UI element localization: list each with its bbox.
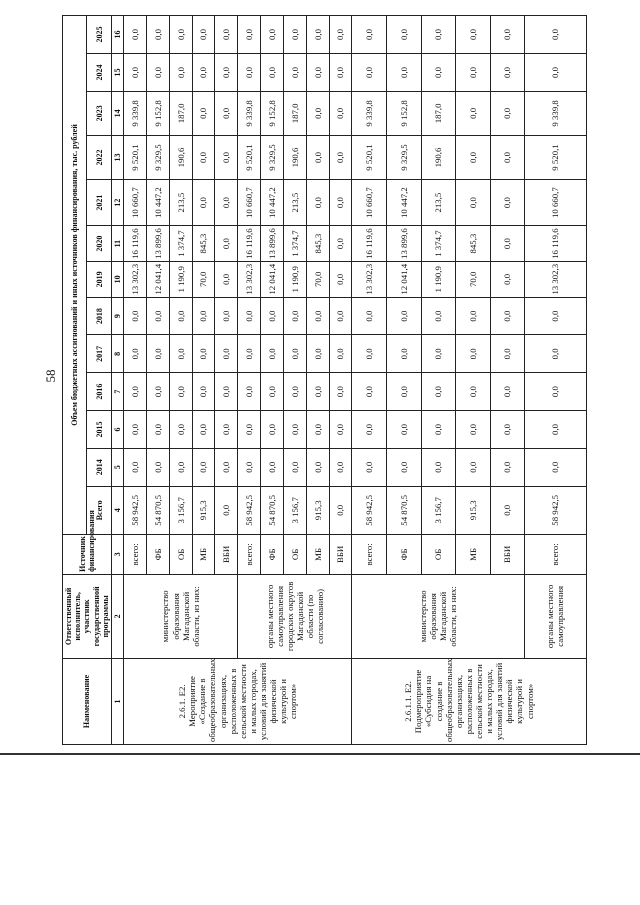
value-cell: 1 374,7 bbox=[421, 226, 456, 262]
value-cell: 0,0 bbox=[283, 54, 306, 92]
value-cell: 9 520,1 bbox=[238, 135, 261, 179]
header-col-index: 13 bbox=[111, 135, 123, 179]
header-col-index: 6 bbox=[111, 411, 123, 449]
value-cell: 16 119,6 bbox=[525, 226, 586, 262]
header-year: 2025 bbox=[87, 16, 111, 54]
funding-source: ОБ bbox=[169, 534, 192, 574]
header-row-top bbox=[63, 16, 87, 745]
value-cell: 0,0 bbox=[124, 335, 147, 373]
header-col-index: 14 bbox=[111, 91, 123, 135]
value-cell: 12 041,4 bbox=[261, 261, 284, 297]
value-cell: 0,0 bbox=[238, 297, 261, 335]
value-cell: 70,0 bbox=[306, 261, 329, 297]
value-cell: 58 942,5 bbox=[124, 486, 147, 534]
value-cell: 0,0 bbox=[169, 335, 192, 373]
funding-source: ОБ bbox=[421, 534, 456, 574]
value-cell: 0,0 bbox=[192, 448, 215, 486]
value-cell: 190,6 bbox=[283, 135, 306, 179]
value-cell: 0,0 bbox=[456, 16, 491, 54]
value-cell: 0,0 bbox=[386, 16, 421, 54]
activity-name: 2.6.1.1. Е2. Подмероприятие «Субсидия на создание в общеобразовательных организациях, расположенных в сельской местности и малых городах, условий для занятий физической культурой и спортом» bbox=[352, 658, 586, 744]
value-cell: 0,0 bbox=[238, 54, 261, 92]
value-cell: 0,0 bbox=[490, 486, 525, 534]
header-col-index: 12 bbox=[111, 180, 123, 226]
value-cell: 0,0 bbox=[238, 335, 261, 373]
value-cell: 0,0 bbox=[456, 448, 491, 486]
value-cell: 0,0 bbox=[169, 297, 192, 335]
value-cell: 0,0 bbox=[490, 261, 525, 297]
value-cell: 0,0 bbox=[215, 261, 238, 297]
value-cell: 0,0 bbox=[192, 180, 215, 226]
value-cell: 0,0 bbox=[146, 448, 169, 486]
value-cell: 0,0 bbox=[215, 448, 238, 486]
value-cell: 915,3 bbox=[306, 486, 329, 534]
header-year: 2024 bbox=[87, 54, 111, 92]
value-cell: 3 156,7 bbox=[169, 486, 192, 534]
header-col-index: 3 bbox=[111, 534, 123, 574]
value-cell: 0,0 bbox=[490, 91, 525, 135]
value-cell: 187,0 bbox=[421, 91, 456, 135]
value-cell: 0,0 bbox=[238, 373, 261, 411]
header-col-index: 15 bbox=[111, 54, 123, 92]
value-cell: 0,0 bbox=[490, 180, 525, 226]
value-cell: 0,0 bbox=[352, 335, 387, 373]
header-col-index: 1 bbox=[111, 658, 123, 744]
value-cell: 54 870,5 bbox=[386, 486, 421, 534]
header-col-index: 4 bbox=[111, 486, 123, 534]
value-cell: 9 339,8 bbox=[238, 91, 261, 135]
value-cell: 16 119,6 bbox=[238, 226, 261, 262]
value-cell: 0,0 bbox=[124, 411, 147, 449]
value-cell: 0,0 bbox=[386, 297, 421, 335]
value-cell: 3 156,7 bbox=[421, 486, 456, 534]
value-cell: 0,0 bbox=[456, 135, 491, 179]
header-col-index: 8 bbox=[111, 335, 123, 373]
header-col-index: 2 bbox=[111, 574, 123, 658]
table-row bbox=[238, 16, 261, 745]
header-budget: Объем бюджетных ассигнований и иных источников финансирования, тыс. рублей bbox=[63, 16, 87, 535]
funding-source: ВБИ bbox=[215, 534, 238, 574]
value-cell: 0,0 bbox=[306, 411, 329, 449]
value-cell: 13 302,3 bbox=[525, 261, 586, 297]
value-cell: 9 329,5 bbox=[386, 135, 421, 179]
value-cell: 0,0 bbox=[124, 297, 147, 335]
header-source: Источник финансирования bbox=[63, 534, 112, 574]
value-cell: 0,0 bbox=[421, 373, 456, 411]
value-cell: 0,0 bbox=[146, 54, 169, 92]
value-cell: 0,0 bbox=[238, 16, 261, 54]
value-cell: 0,0 bbox=[329, 261, 352, 297]
value-cell: 0,0 bbox=[421, 16, 456, 54]
value-cell: 0,0 bbox=[215, 226, 238, 262]
value-cell: 0,0 bbox=[490, 16, 525, 54]
value-cell: 0,0 bbox=[238, 411, 261, 449]
value-cell: 845,3 bbox=[306, 226, 329, 262]
value-cell: 0,0 bbox=[146, 16, 169, 54]
value-cell: 0,0 bbox=[306, 16, 329, 54]
activity-name: 2.6.1. Е2. Мероприятие «Создание в общеобразовательных организациях, расположенных в сельской местности и малых городах, условий для занятий физической культурой и спортом» bbox=[124, 658, 352, 744]
value-cell: 0,0 bbox=[261, 54, 284, 92]
value-cell: 0,0 bbox=[306, 297, 329, 335]
value-cell: 70,0 bbox=[192, 261, 215, 297]
value-cell: 16 119,6 bbox=[352, 226, 387, 262]
funding-source: ОБ bbox=[283, 534, 306, 574]
value-cell: 0,0 bbox=[352, 411, 387, 449]
value-cell: 9 152,8 bbox=[386, 91, 421, 135]
value-cell: 0,0 bbox=[490, 135, 525, 179]
value-cell: 0,0 bbox=[329, 135, 352, 179]
header-col-index: 16 bbox=[111, 16, 123, 54]
value-cell: 0,0 bbox=[306, 135, 329, 179]
value-cell: 0,0 bbox=[329, 411, 352, 449]
funding-source: всего: bbox=[352, 534, 387, 574]
value-cell: 58 942,5 bbox=[352, 486, 387, 534]
header-total: Всего bbox=[87, 486, 111, 534]
value-cell: 58 942,5 bbox=[238, 486, 261, 534]
page-rule bbox=[0, 753, 640, 755]
value-cell: 0,0 bbox=[352, 16, 387, 54]
executor-name: органы местного самоуправления bbox=[525, 574, 586, 658]
value-cell: 845,3 bbox=[192, 226, 215, 262]
value-cell: 54 870,5 bbox=[146, 486, 169, 534]
header-col-index: 5 bbox=[111, 448, 123, 486]
value-cell: 0,0 bbox=[215, 486, 238, 534]
value-cell: 0,0 bbox=[386, 411, 421, 449]
header-year: 2021 bbox=[87, 180, 111, 226]
value-cell: 0,0 bbox=[329, 226, 352, 262]
value-cell: 0,0 bbox=[329, 486, 352, 534]
value-cell: 0,0 bbox=[456, 373, 491, 411]
value-cell: 0,0 bbox=[329, 91, 352, 135]
value-cell: 12 041,4 bbox=[386, 261, 421, 297]
value-cell: 0,0 bbox=[329, 335, 352, 373]
value-cell: 0,0 bbox=[329, 297, 352, 335]
value-cell: 0,0 bbox=[192, 54, 215, 92]
value-cell: 0,0 bbox=[124, 448, 147, 486]
value-cell: 0,0 bbox=[192, 411, 215, 449]
value-cell: 0,0 bbox=[456, 91, 491, 135]
value-cell: 0,0 bbox=[283, 297, 306, 335]
value-cell: 0,0 bbox=[490, 297, 525, 335]
header-year: 2014 bbox=[87, 448, 111, 486]
value-cell: 0,0 bbox=[456, 411, 491, 449]
value-cell: 0,0 bbox=[306, 335, 329, 373]
value-cell: 3 156,7 bbox=[283, 486, 306, 534]
value-cell: 0,0 bbox=[124, 373, 147, 411]
value-cell: 0,0 bbox=[169, 411, 192, 449]
value-cell: 0,0 bbox=[283, 448, 306, 486]
value-cell: 0,0 bbox=[421, 335, 456, 373]
value-cell: 915,3 bbox=[456, 486, 491, 534]
value-cell: 0,0 bbox=[283, 373, 306, 411]
value-cell: 10 660,7 bbox=[352, 180, 387, 226]
executor-name: министерство образования Магаданской области, из них: bbox=[352, 574, 525, 658]
value-cell: 0,0 bbox=[421, 448, 456, 486]
value-cell: 0,0 bbox=[146, 335, 169, 373]
funding-source: ФБ bbox=[261, 534, 284, 574]
value-cell: 9 329,5 bbox=[146, 135, 169, 179]
value-cell: 0,0 bbox=[306, 180, 329, 226]
value-cell: 13 899,6 bbox=[386, 226, 421, 262]
value-cell: 0,0 bbox=[261, 373, 284, 411]
header-index-row bbox=[111, 16, 123, 745]
value-cell: 0,0 bbox=[329, 54, 352, 92]
value-cell: 10 660,7 bbox=[525, 180, 586, 226]
value-cell: 213,5 bbox=[421, 180, 456, 226]
value-cell: 0,0 bbox=[215, 54, 238, 92]
value-cell: 0,0 bbox=[386, 373, 421, 411]
value-cell: 0,0 bbox=[124, 54, 147, 92]
value-cell: 10 447,2 bbox=[261, 180, 284, 226]
value-cell: 190,6 bbox=[169, 135, 192, 179]
value-cell: 0,0 bbox=[192, 335, 215, 373]
value-cell: 0,0 bbox=[352, 373, 387, 411]
funding-source: всего: bbox=[238, 534, 261, 574]
value-cell: 13 302,3 bbox=[238, 261, 261, 297]
value-cell: 0,0 bbox=[261, 297, 284, 335]
value-cell: 10 660,7 bbox=[124, 180, 147, 226]
value-cell: 0,0 bbox=[124, 16, 147, 54]
value-cell: 0,0 bbox=[386, 448, 421, 486]
rotated-table-container bbox=[62, 15, 566, 745]
header-col-index: 10 bbox=[111, 261, 123, 297]
header-year: 2019 bbox=[87, 261, 111, 297]
value-cell: 0,0 bbox=[146, 373, 169, 411]
value-cell: 0,0 bbox=[306, 91, 329, 135]
value-cell: 9 329,5 bbox=[261, 135, 284, 179]
value-cell: 0,0 bbox=[169, 16, 192, 54]
value-cell: 845,3 bbox=[456, 226, 491, 262]
table-body bbox=[124, 16, 586, 745]
value-cell: 0,0 bbox=[192, 91, 215, 135]
value-cell: 0,0 bbox=[306, 448, 329, 486]
value-cell: 9 339,8 bbox=[525, 91, 586, 135]
value-cell: 0,0 bbox=[215, 91, 238, 135]
value-cell: 70,0 bbox=[456, 261, 491, 297]
value-cell: 0,0 bbox=[456, 54, 491, 92]
value-cell: 0,0 bbox=[146, 297, 169, 335]
value-cell: 0,0 bbox=[283, 16, 306, 54]
value-cell: 0,0 bbox=[215, 297, 238, 335]
value-cell: 0,0 bbox=[261, 411, 284, 449]
value-cell: 13 899,6 bbox=[261, 226, 284, 262]
value-cell: 0,0 bbox=[456, 180, 491, 226]
value-cell: 1 374,7 bbox=[283, 226, 306, 262]
value-cell: 9 339,8 bbox=[352, 91, 387, 135]
value-cell: 190,6 bbox=[421, 135, 456, 179]
value-cell: 213,5 bbox=[169, 180, 192, 226]
value-cell: 1 190,9 bbox=[421, 261, 456, 297]
header-year: 2016 bbox=[87, 373, 111, 411]
funding-source: ФБ bbox=[146, 534, 169, 574]
value-cell: 12 041,4 bbox=[146, 261, 169, 297]
value-cell: 187,0 bbox=[283, 91, 306, 135]
funding-source: ФБ bbox=[386, 534, 421, 574]
value-cell: 9 520,1 bbox=[352, 135, 387, 179]
table-row bbox=[525, 16, 586, 745]
value-cell: 0,0 bbox=[525, 16, 586, 54]
value-cell: 0,0 bbox=[456, 335, 491, 373]
value-cell: 0,0 bbox=[525, 411, 586, 449]
value-cell: 54 870,5 bbox=[261, 486, 284, 534]
value-cell: 0,0 bbox=[329, 180, 352, 226]
value-cell: 13 899,6 bbox=[146, 226, 169, 262]
funding-source: ВБИ bbox=[329, 534, 352, 574]
value-cell: 0,0 bbox=[215, 16, 238, 54]
value-cell: 0,0 bbox=[169, 54, 192, 92]
value-cell: 16 119,6 bbox=[124, 226, 147, 262]
value-cell: 0,0 bbox=[329, 448, 352, 486]
value-cell: 0,0 bbox=[525, 448, 586, 486]
value-cell: 10 660,7 bbox=[238, 180, 261, 226]
funding-source: всего: bbox=[525, 534, 586, 574]
value-cell: 0,0 bbox=[329, 373, 352, 411]
value-cell: 0,0 bbox=[456, 297, 491, 335]
value-cell: 0,0 bbox=[490, 411, 525, 449]
value-cell: 0,0 bbox=[169, 448, 192, 486]
value-cell: 0,0 bbox=[421, 54, 456, 92]
executor-name: министерство образования Магаданской области, из них: bbox=[124, 574, 238, 658]
value-cell: 0,0 bbox=[329, 16, 352, 54]
value-cell: 10 447,2 bbox=[386, 180, 421, 226]
funding-source: МБ bbox=[192, 534, 215, 574]
value-cell: 1 190,9 bbox=[169, 261, 192, 297]
header-year: 2020 bbox=[87, 226, 111, 262]
executor-name: органы местного самоуправления городских округов Магаданской области (по согласованию) bbox=[238, 574, 352, 658]
value-cell: 0,0 bbox=[490, 335, 525, 373]
value-cell: 0,0 bbox=[525, 373, 586, 411]
header-year: 2015 bbox=[87, 411, 111, 449]
value-cell: 0,0 bbox=[306, 54, 329, 92]
value-cell: 0,0 bbox=[215, 335, 238, 373]
value-cell: 13 302,3 bbox=[124, 261, 147, 297]
value-cell: 213,5 bbox=[283, 180, 306, 226]
value-cell: 0,0 bbox=[192, 297, 215, 335]
value-cell: 0,0 bbox=[283, 335, 306, 373]
value-cell: 0,0 bbox=[352, 54, 387, 92]
value-cell: 0,0 bbox=[490, 226, 525, 262]
value-cell: 0,0 bbox=[215, 373, 238, 411]
value-cell: 0,0 bbox=[386, 54, 421, 92]
funding-source: МБ bbox=[306, 534, 329, 574]
value-cell: 0,0 bbox=[386, 335, 421, 373]
value-cell: 0,0 bbox=[352, 297, 387, 335]
funding-source: всего: bbox=[124, 534, 147, 574]
value-cell: 0,0 bbox=[490, 373, 525, 411]
value-cell: 0,0 bbox=[525, 335, 586, 373]
table-row bbox=[124, 16, 147, 745]
header-year: 2022 bbox=[87, 135, 111, 179]
value-cell: 915,3 bbox=[192, 486, 215, 534]
value-cell: 0,0 bbox=[421, 297, 456, 335]
funding-source: ВБИ bbox=[490, 534, 525, 574]
value-cell: 1 374,7 bbox=[169, 226, 192, 262]
value-cell: 0,0 bbox=[192, 373, 215, 411]
value-cell: 0,0 bbox=[261, 335, 284, 373]
table-row bbox=[352, 16, 387, 745]
value-cell: 13 302,3 bbox=[352, 261, 387, 297]
value-cell: 0,0 bbox=[215, 135, 238, 179]
value-cell: 0,0 bbox=[352, 448, 387, 486]
value-cell: 9 152,8 bbox=[261, 91, 284, 135]
value-cell: 0,0 bbox=[306, 373, 329, 411]
value-cell: 187,0 bbox=[169, 91, 192, 135]
page-number: 58 bbox=[43, 369, 58, 383]
value-cell: 0,0 bbox=[261, 16, 284, 54]
value-cell: 9 339,8 bbox=[124, 91, 147, 135]
value-cell: 0,0 bbox=[238, 448, 261, 486]
value-cell: 0,0 bbox=[490, 448, 525, 486]
value-cell: 0,0 bbox=[525, 54, 586, 92]
header-year: 2017 bbox=[87, 335, 111, 373]
header-name: Наименование bbox=[63, 658, 112, 744]
header-col-index: 9 bbox=[111, 297, 123, 335]
header-year: 2018 bbox=[87, 297, 111, 335]
value-cell: 9 520,1 bbox=[525, 135, 586, 179]
value-cell: 0,0 bbox=[283, 411, 306, 449]
header-col-index: 11 bbox=[111, 226, 123, 262]
value-cell: 9 152,8 bbox=[146, 91, 169, 135]
value-cell: 0,0 bbox=[261, 448, 284, 486]
funding-source: МБ bbox=[456, 534, 491, 574]
value-cell: 9 520,1 bbox=[124, 135, 147, 179]
value-cell: 0,0 bbox=[169, 373, 192, 411]
value-cell: 1 190,9 bbox=[283, 261, 306, 297]
value-cell: 0,0 bbox=[525, 297, 586, 335]
budget-table bbox=[62, 15, 587, 745]
header-year: 2023 bbox=[87, 91, 111, 135]
value-cell: 0,0 bbox=[192, 16, 215, 54]
value-cell: 0,0 bbox=[215, 411, 238, 449]
value-cell: 0,0 bbox=[146, 411, 169, 449]
value-cell: 0,0 bbox=[215, 180, 238, 226]
value-cell: 58 942,5 bbox=[525, 486, 586, 534]
header-executor: Ответственный исполнитель, участник государственной программы bbox=[63, 574, 112, 658]
header-col-index: 7 bbox=[111, 373, 123, 411]
value-cell: 0,0 bbox=[490, 54, 525, 92]
value-cell: 0,0 bbox=[192, 135, 215, 179]
value-cell: 0,0 bbox=[421, 411, 456, 449]
value-cell: 10 447,2 bbox=[146, 180, 169, 226]
